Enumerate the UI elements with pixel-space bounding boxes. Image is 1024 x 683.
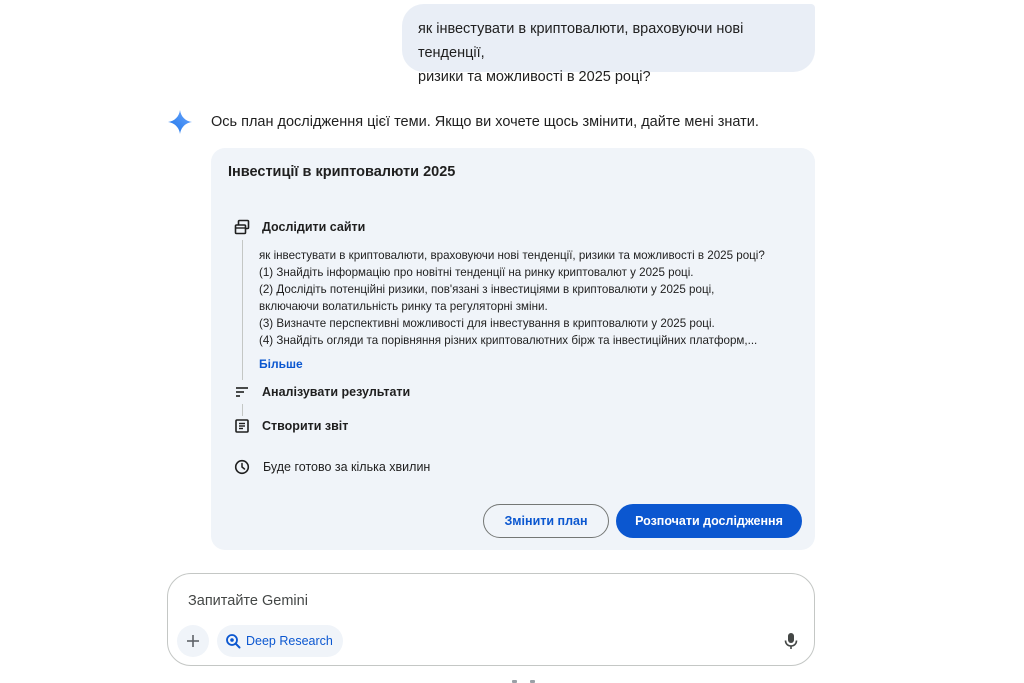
user-message-line: як інвестувати в криптовалюти, враховуючи нові тенденції,: [418, 21, 744, 61]
step-connector-line: [242, 240, 243, 380]
step-detail-line: як інвестувати в криптовалюти, враховуючи нові тенденції, ризики та можливості в 2025 році?: [259, 249, 765, 262]
step-detail-line: (1) Знайдіть інформацію про новітні тенденції на ринку криптовалют у 2025 році.: [259, 266, 694, 279]
prompt-composer: [167, 573, 815, 666]
show-more-link[interactable]: Більше: [259, 357, 303, 371]
eta-text: Буде готово за кілька хвилин: [263, 460, 431, 474]
step-detail-line: (3) Визначте перспективні можливості для інвестування в криптовалюти у 2025 році.: [259, 317, 715, 330]
deep-research-chip[interactable]: [217, 625, 343, 657]
analyze-results-icon: [234, 384, 250, 400]
step-create-report-label: Створити звіт: [262, 419, 349, 433]
deep-research-icon: [225, 633, 241, 649]
plus-icon: [186, 634, 200, 648]
create-report-icon: [234, 418, 250, 434]
user-message-line: ризики та можливості в 2025 році?: [418, 69, 651, 85]
research-plan-card: [211, 148, 815, 550]
user-message-bubble: [402, 4, 815, 85]
browse-sites-icon: [234, 219, 250, 235]
response-intro: Ось план дослідження цієї теми. Якщо ви хочете щось змінити, дайте мені знати.: [211, 114, 759, 130]
step-browse-sites-label: Дослідити сайти: [262, 220, 366, 234]
start-research-button[interactable]: Розпочати дослідження: [616, 504, 802, 538]
step-browse-sites-details: [259, 247, 804, 349]
step-connector-line: [242, 404, 243, 416]
step-detail-line: (2) Дослідіть потенційні ризики, пов'язані з інвестиціями в криптовалюти у 2025 році,: [259, 283, 715, 296]
clock-icon: [234, 459, 250, 475]
prompt-input[interactable]: [186, 588, 750, 614]
step-detail-line: (4) Знайдіть огляди та порівняння різних криптовалютних бірж та інвестиційних платформ,...: [259, 334, 758, 347]
plan-title: Інвестиції в криптовалюти 2025: [228, 164, 456, 180]
deep-research-chip-label: Deep Research: [246, 634, 333, 648]
microphone-icon[interactable]: [780, 630, 802, 652]
gemini-sparkle-icon: [168, 110, 192, 134]
step-analyze-results-label: Аналізувати результати: [262, 385, 411, 399]
add-attachment-button[interactable]: [177, 625, 209, 657]
edit-plan-button[interactable]: Змінити план: [483, 504, 609, 538]
step-detail-line: включаючи волатильність ринку та регуляторні зміни.: [259, 300, 548, 313]
